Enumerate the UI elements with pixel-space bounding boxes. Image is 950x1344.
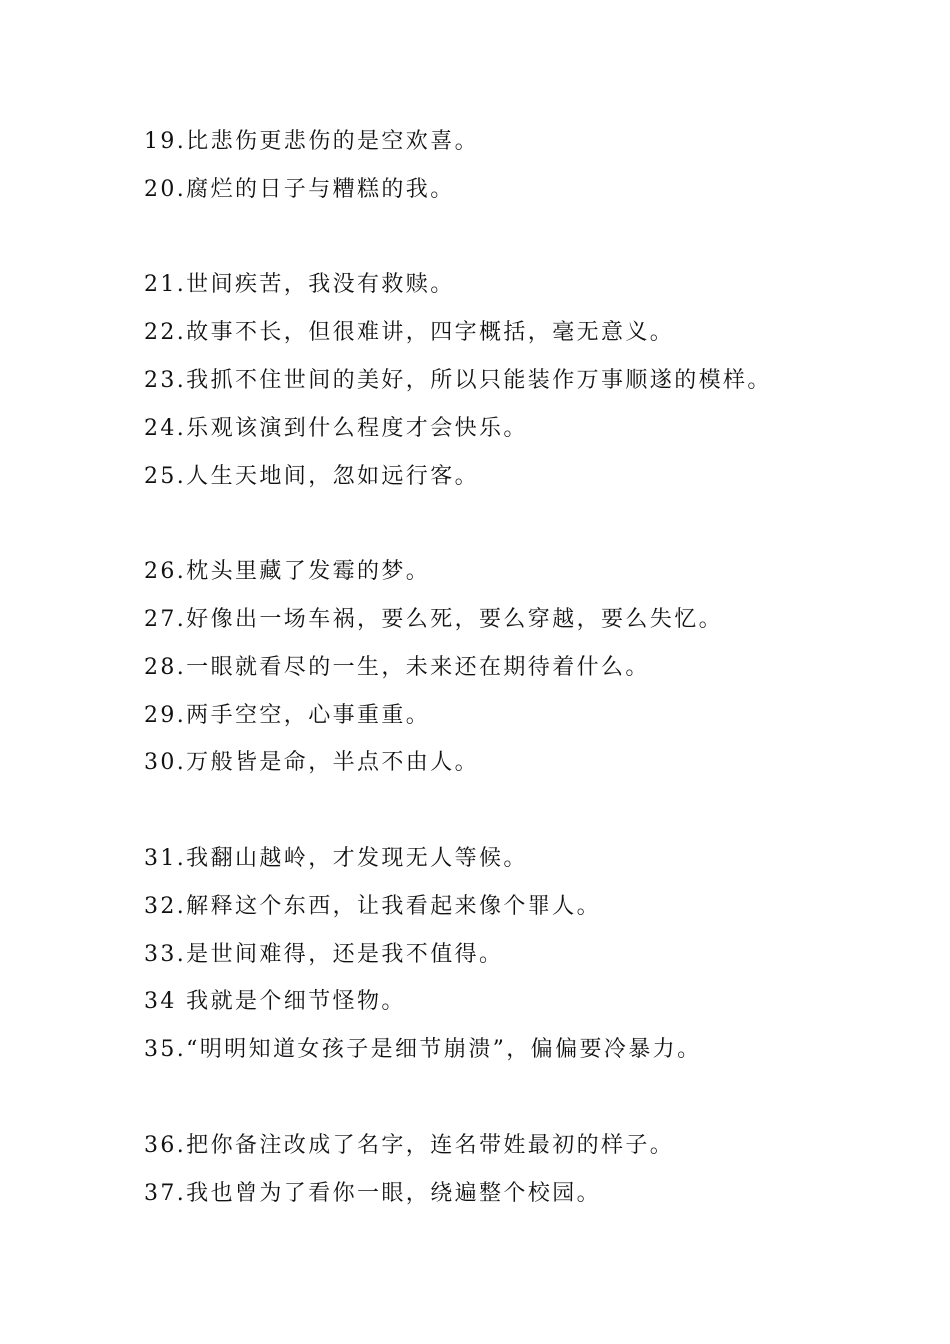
- paragraph-gap: [144, 1080, 904, 1128]
- paragraph-gap: [144, 506, 904, 554]
- quote-line-22: 22.故事不长，但很难讲，四字概括，毫无意义。: [144, 320, 675, 346]
- quote-list: [144, 124, 904, 1223]
- quote-line-27: 27.好像出一场车祸，要么死，要么穿越，要么失忆。: [144, 606, 723, 632]
- quote-line-20: 20.腐烂的日子与糟糕的我。: [144, 176, 455, 202]
- quote-line-23: 23.我抓不住世间的美好，所以只能装作万事顺遂的模样。: [144, 367, 772, 393]
- quote-line-32: 32.解释这个东西，让我看起来像个罪人。: [144, 893, 601, 919]
- quote-line-25: 25.人生天地间，忽如远行客。: [144, 463, 479, 489]
- paragraph-gap: [144, 220, 904, 268]
- quote-line-37: 37.我也曾为了看你一眼，绕遍整个校园。: [144, 1180, 601, 1206]
- quote-line-21: 21.世间疾苦，我没有救赎。: [144, 272, 455, 298]
- quote-line-26: 26.枕头里藏了发霉的梦。: [144, 559, 431, 585]
- quote-line-36: 36.把你备注改成了名字，连名带姓最初的样子。: [144, 1132, 675, 1158]
- quote-line-34: 34 我就是个细节怪物。: [144, 989, 406, 1015]
- quote-line-35: 35.“明明知道女孩子是细节崩溃”，偏偏要冷暴力。: [144, 1037, 702, 1063]
- quote-line-29: 29.两手空空，心事重重。: [144, 702, 431, 728]
- quote-line-28: 28.一眼就看尽的一生，未来还在期待着什么。: [144, 654, 650, 680]
- paragraph-gap: [144, 793, 904, 841]
- quote-line-30: 30.万般皆是命，半点不由人。: [144, 750, 479, 776]
- quote-line-24: 24.乐观该演到什么程度才会快乐。: [144, 415, 528, 441]
- quote-line-19: 19.比悲伤更悲伤的是空欢喜。: [144, 129, 479, 154]
- quote-line-33: 33.是世间难得，还是我不值得。: [144, 941, 504, 967]
- quote-line-31: 31.我翻山越岭，才发现无人等候。: [144, 845, 528, 871]
